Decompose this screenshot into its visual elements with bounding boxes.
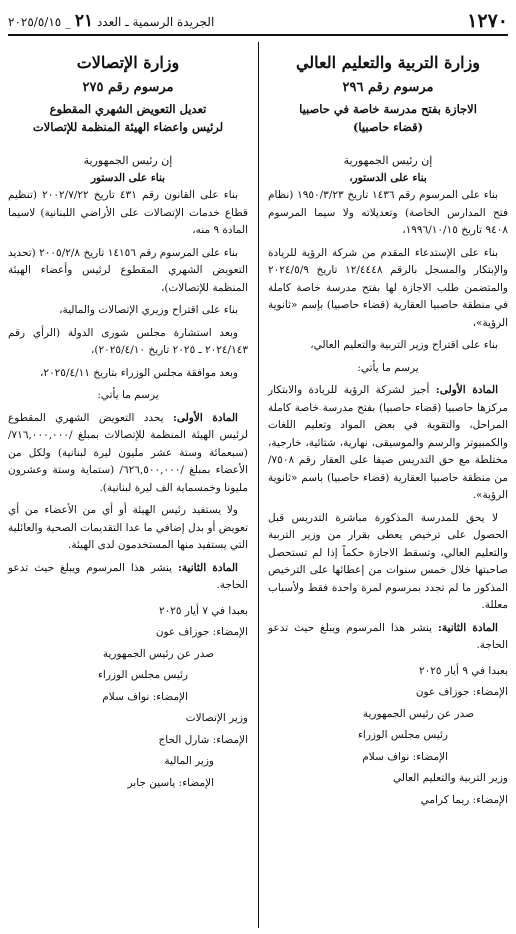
prime-minister-title: رئيس مجلس الوزراء (357, 729, 448, 741)
decrees-line: يرسم ما يأتي: (97, 389, 159, 401)
decree-subject-district: (قضاء حاصبيا) (352, 120, 424, 134)
article-label: المادة الثانية: (438, 621, 498, 634)
prime-minister-title: رئيس مجلس الوزراء (97, 669, 188, 681)
issue-date: _ ٢٠٢٥/٥/١٥ (8, 15, 72, 29)
recital-paragraph: بناء على القانون رقم ٤٣١ تاريخ ٢٠٠٢/٧/٢٢ (تنظيم قطاع خدمات الإتصالات على الأراضي اللبنانية) لاسيما المادة ٩ منه، (8, 189, 248, 236)
gazette-title (8, 11, 214, 31)
recital-paragraph: بناء على الإستدعاء المقدم من شركة الرؤية للريادة والإبتكار والمسجل بالرقم ١٢/٤٤٤٨ تاريخ ٢٠٢٤/٥/٩ والمتضمن طلب الاجازة لها بفتح مدرسة خاصة كاملة في منطقة حاصبيا العقارية (قضاء حاصبيا) بإسم «ثانوية الرؤية»، (268, 246, 508, 329)
decree-subject: تعديل التعويض الشهري المقطوع (49, 102, 207, 116)
prime-minister-signature: الإمضاء: نواف سلام (362, 750, 448, 763)
recital-paragraph: بناء على اقتراح وزير التربية والتعليم العالي، (310, 339, 498, 351)
minister-signature: الإمضاء: شارل الحاج (158, 733, 248, 746)
article-label: المادة الثانية: (178, 561, 238, 574)
article-one-paragraph: لا يحق للمدرسة المذكورة مباشرة التدريس قبل الحصول على ترخيص يعطى بقرار من وزير التربية والتعليم العالي، وتسقط الاجازة حكماً إذا لم تستحصل صاحبتها خلال خمس سنوات من إعطائها على الترخيص المذكور ما لم تجدد بمرسوم لمرة واحدة فقط ولأسباب معللة. (268, 511, 508, 611)
recital-paragraph: بناء على اقتراح وزيري الإتصالات والمالية، (59, 304, 238, 316)
recital-paragraph: وبعد استشارة مجلس شورى الدولة (الرأي رقم ٢٠٢٤/١٤٣ ـ ٢٠٢٥ تاريخ ٢٠٢٥/٤/١٠)، (8, 326, 248, 356)
minister-title: وزير الإتصالات (185, 712, 248, 724)
decree-number: مرسوم رقم ٢٩٦ (342, 80, 434, 95)
recital-paragraph: بناء على المرسوم رقم ١٤٣٦ تاريخ ١٩٥٠/٣/٢٣ (نظام فتح المدارس الخاصة) وتعديلاته ولا سيما المرسوم ٩٤٠٨ تاريخ ١٩٩٦/١٠/١٥، (268, 189, 508, 236)
recital-paragraph: وبعد موافقة مجلس الوزراء بتاريخ ٢٠٢٥/٤/١١، (40, 366, 238, 379)
gazette-prefix: الجريدة الرسمية ـ العدد (96, 15, 215, 29)
page-header (8, 8, 508, 36)
decrees-line: يرسم ما يأتي: (357, 361, 419, 374)
page-number: ١٢٧٠ (467, 10, 508, 32)
decree-subject-body: لرئيس واعضاء الهيئة المنظمة للإتصالات (32, 120, 224, 134)
decree-date: بعبدا في ٧ أيار ٢٠٢٥ (158, 604, 248, 617)
issued-by: صدر عن رئيس الجمهورية (362, 707, 474, 720)
column-divider (258, 42, 259, 928)
article-one (268, 382, 508, 505)
article-text: ينشر هذا المرسوم ويبلغ حيث تدعو الحاجة. (8, 561, 248, 591)
president-signature: الإمضاء: جوزاف عون (155, 626, 248, 638)
prime-minister-signature: الإمضاء: نواف سلام (102, 690, 188, 703)
minister-title: وزير المالية (164, 755, 214, 767)
issued-by: صدر عن رئيس الجمهورية (102, 647, 214, 660)
article-text: أجيز لشركة الرؤية للريادة والابتكار مركزها حاصبيا (قضاء حاصبيا) بفتح مدرسة خاصة كاملة المراحل، والتقوية في بعض المواد وتعليم اللغات والكمبيوتر والرسم والموسيقى، نهارية، شتائية، خارجية، مختلطة مع حق التدريس صيفا على العقار رقم ٧٥٠٨/ من منطقة حاصبيا العقارية (قضاء حاصبيا) باسم «ثانوية الرؤية». (268, 384, 508, 501)
president-signature: الإمضاء: جوزاف عون (415, 686, 508, 698)
article-two (8, 560, 248, 595)
constitution-line: بناء على الدستور، (349, 171, 427, 184)
article-text: يحدد التعويض الشهري المقطوع لرئيس الهيئة المنظمة للإتصالات بمبلغ /٧١٦,٠٠٠,٠٠٠/ (سبعمائة وستة عشر مليون ليرة لبنانية) ولكل من الأعضاء بمبلغ /٦٢٦,٥٠٠,٠٠٠/ (ستماية وستة وعشرون مليونا وخمسماية الف ليرة لبنانية). (8, 411, 248, 494)
article-two (268, 620, 508, 655)
decree-296-column (268, 50, 508, 813)
article-text: ينشر هذا المرسوم ويبلغ حيث تدعو الحاجة. (268, 621, 508, 651)
ministry-title: وزارة الإتصالات (76, 53, 180, 72)
constitution-line: بناء على الدستور (90, 171, 166, 184)
recital-paragraph: بناء على المرسوم رقم ١٤١٥٦ تاريخ ٢٠٠٥/٢/٨ (تحديد التعويض الشهري المقطوع لرئيس وأعضاء الهيئة المنظمة للإتصالات)، (8, 246, 248, 294)
decree-subject: الاجازة بفتح مدرسة خاصة في حاصبيا (299, 102, 477, 116)
decree-275-column (8, 50, 248, 796)
signature-block (268, 663, 508, 810)
article-one (8, 410, 248, 498)
article-label: المادة الأولى: (435, 384, 498, 396)
decree-date: بعبدا في ٩ أيار ٢٠٢٥ (418, 664, 508, 677)
article-one-paragraph: ولا يستفيد رئيس الهيئة أو أي من الأعضاء من أي تعويض أو بدل إضافي ما عدا التقديمات الصحية والعائلية التي يستفيد منها المستخدمون لدى الهيئة. (8, 504, 248, 551)
ministry-title: وزارة التربية والتعليم العالي (295, 53, 481, 72)
decree-number: مرسوم رقم ٢٧٥ (82, 80, 174, 95)
president-heading: إن رئيس الجمهورية (83, 154, 173, 167)
president-heading: إن رئيس الجمهورية (343, 154, 433, 167)
minister-signature: الإمضاء: ياسين جابر (127, 776, 214, 789)
minister-title: وزير التربية والتعليم العالي (392, 772, 508, 784)
minister-signature: الإمضاء: ريما كرامي (420, 793, 508, 806)
signature-block (8, 603, 248, 793)
issue-number: ٢١ (74, 11, 94, 31)
article-label: المادة الأولى: (172, 411, 238, 424)
